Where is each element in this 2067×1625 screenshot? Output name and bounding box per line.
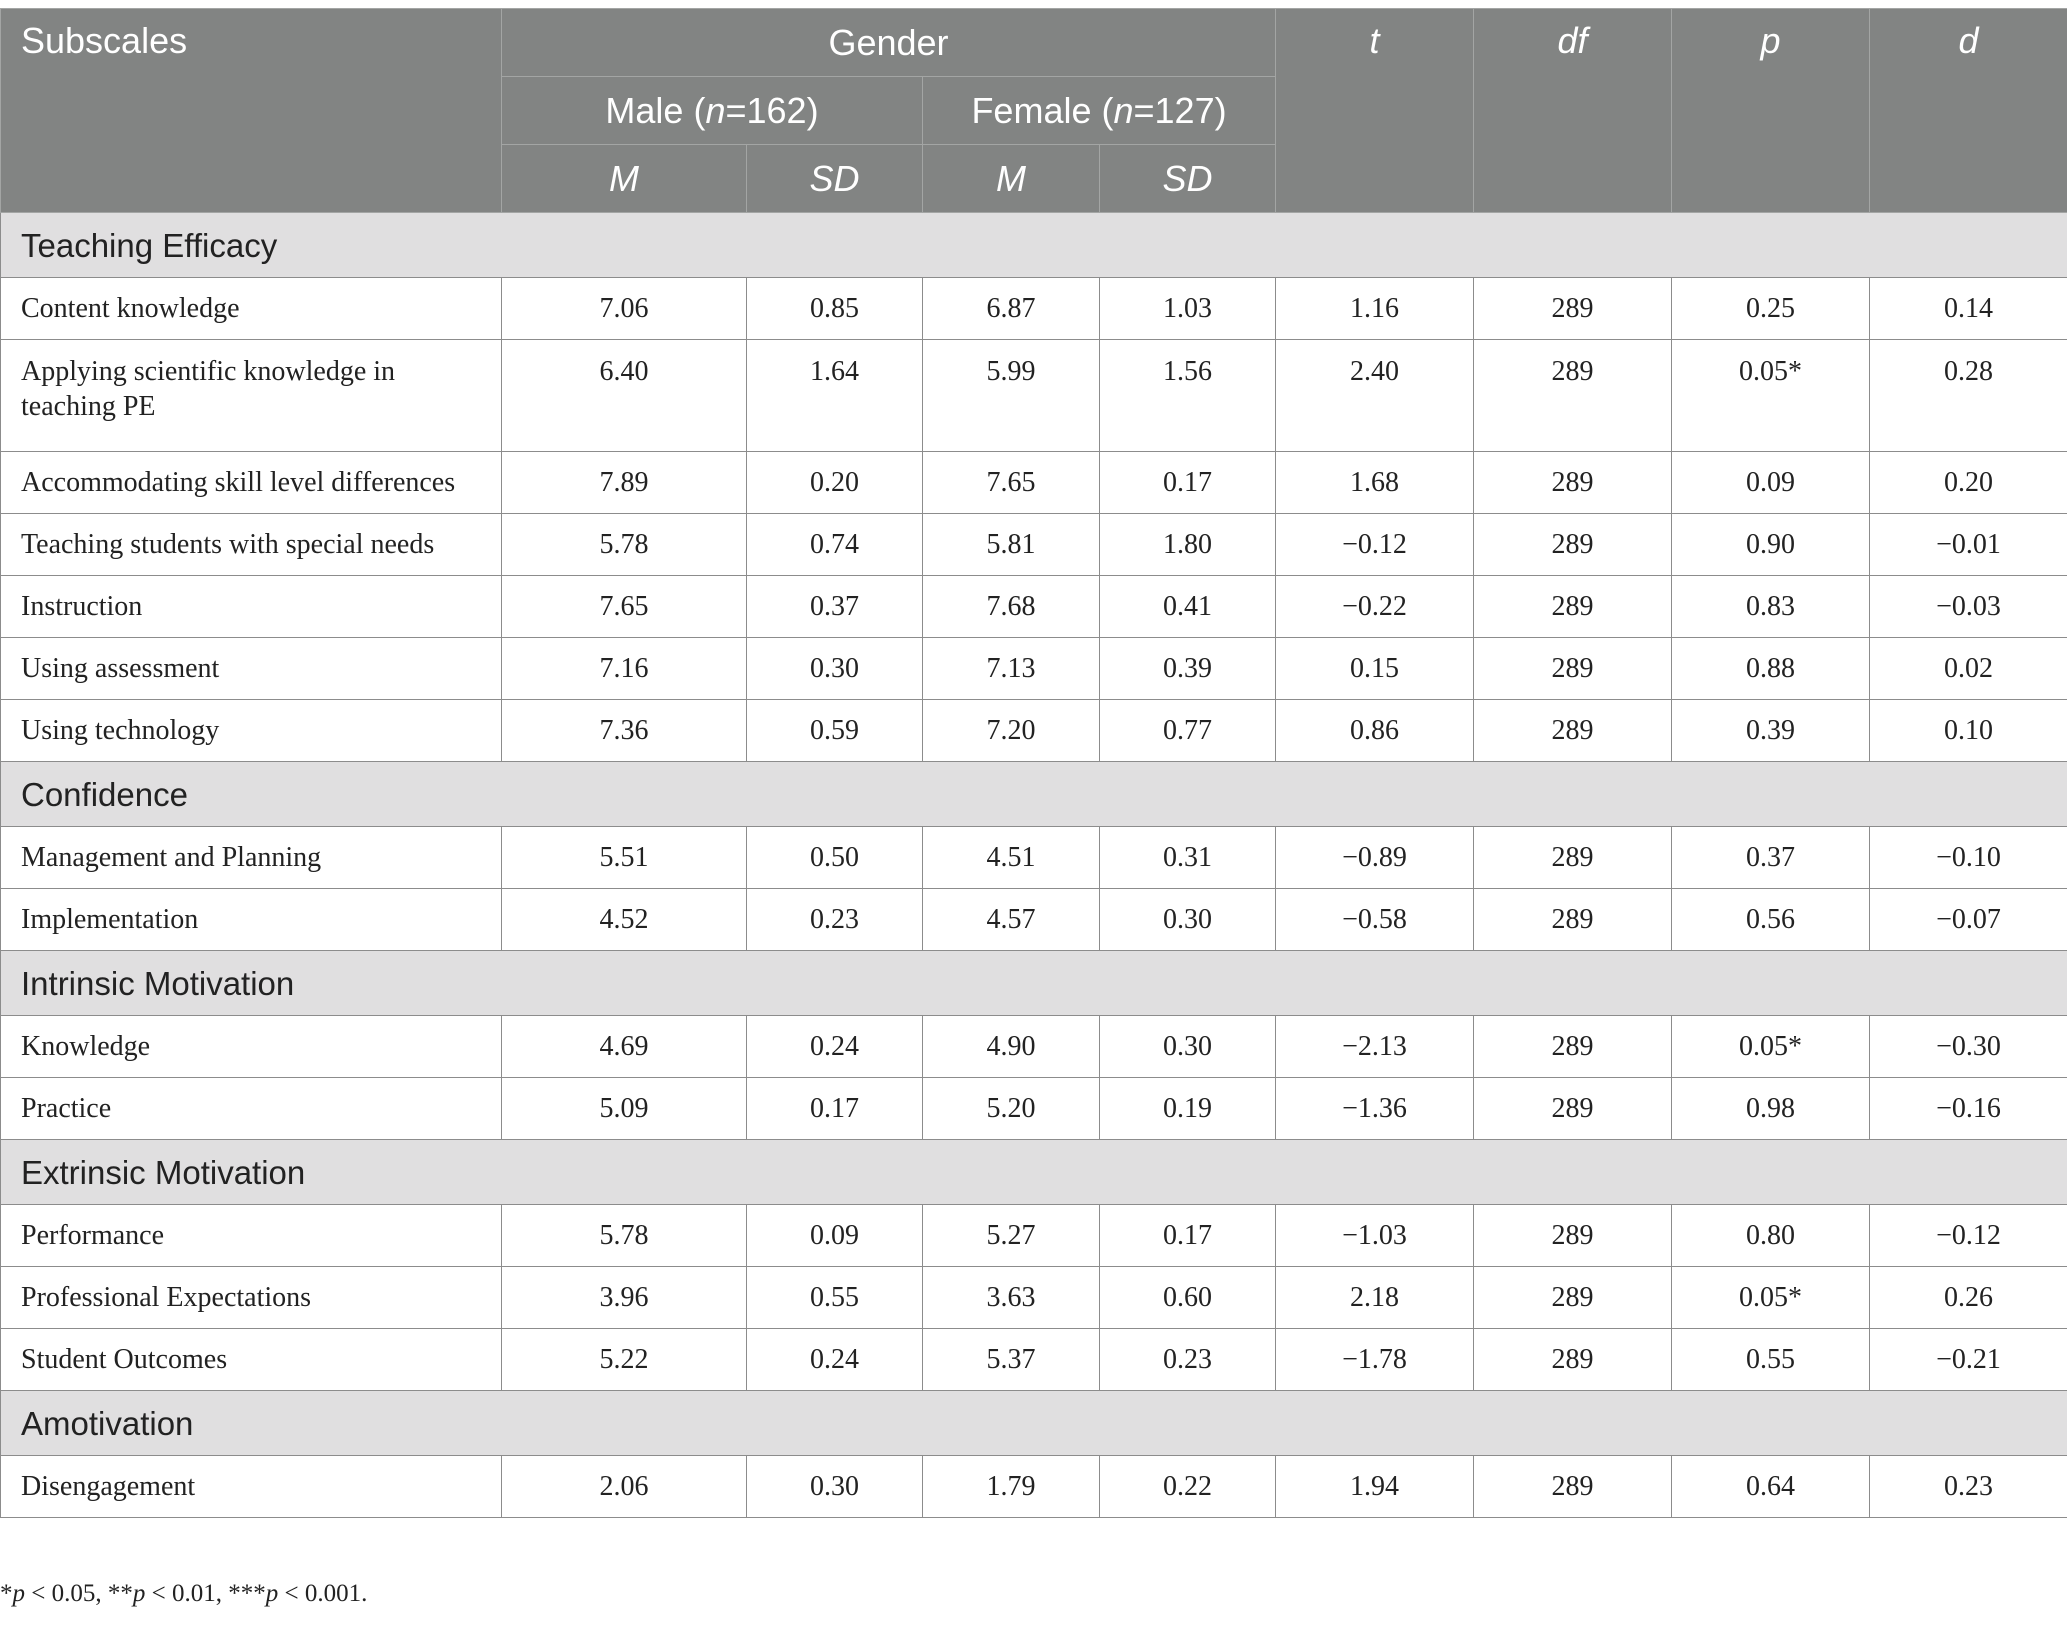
cell-m-male: 7.16 <box>502 638 747 700</box>
cell-p: 0.05* <box>1672 340 1870 452</box>
table-row <box>1 1016 2067 1078</box>
cell-m-male: 5.78 <box>502 1205 747 1267</box>
cell-sd-female: 0.23 <box>1100 1329 1276 1391</box>
cell-sd-female: 0.60 <box>1100 1267 1276 1329</box>
cell-t: 1.16 <box>1276 278 1474 340</box>
cell-p: 0.05* <box>1672 1016 1870 1078</box>
cell-sd-female: 0.22 <box>1100 1456 1276 1518</box>
cell-t: 1.94 <box>1276 1456 1474 1518</box>
header-d-label: d <box>1958 20 1979 61</box>
cell-d: 0.23 <box>1870 1456 2067 1518</box>
cell-m-female: 4.51 <box>923 827 1100 889</box>
cell-sd-female: 1.56 <box>1100 340 1276 452</box>
row-label: Content knowledge <box>1 278 502 340</box>
cell-sd-male: 0.24 <box>747 1016 923 1078</box>
row-label: Using assessment <box>1 638 502 700</box>
header-female <box>923 77 1276 145</box>
footnote-text1: < 0.05, ** <box>25 1580 133 1607</box>
cell-sd-male: 0.20 <box>747 452 923 514</box>
row-label: Implementation <box>1 889 502 951</box>
cell-d: −0.03 <box>1870 576 2067 638</box>
cell-sd-female: 0.17 <box>1100 452 1276 514</box>
cell-m-male: 7.89 <box>502 452 747 514</box>
cell-p: 0.98 <box>1672 1078 1870 1140</box>
cell-m-female: 3.63 <box>923 1267 1100 1329</box>
cell-m-male: 7.06 <box>502 278 747 340</box>
header-male-sd-label: SD <box>809 157 860 199</box>
cell-sd-male: 0.85 <box>747 278 923 340</box>
cell-p: 0.05* <box>1672 1267 1870 1329</box>
cell-d: −0.30 <box>1870 1016 2067 1078</box>
header-t <box>1276 9 1474 213</box>
cell-sd-female: 0.39 <box>1100 638 1276 700</box>
cell-d: −0.16 <box>1870 1078 2067 1140</box>
header-male-count: =162) <box>725 89 819 131</box>
row-label: Disengagement <box>1 1456 502 1518</box>
cell-sd-male: 0.23 <box>747 889 923 951</box>
footnote-p2: p <box>132 1580 146 1607</box>
cell-p: 0.37 <box>1672 827 1870 889</box>
cell-sd-female: 0.30 <box>1100 889 1276 951</box>
cell-sd-male: 0.55 <box>747 1267 923 1329</box>
cell-t: −1.03 <box>1276 1205 1474 1267</box>
cell-d: −0.21 <box>1870 1329 2067 1391</box>
header-d <box>1870 9 2067 213</box>
cell-m-female: 4.90 <box>923 1016 1100 1078</box>
cell-t: −0.12 <box>1276 514 1474 576</box>
cell-d: −0.12 <box>1870 1205 2067 1267</box>
cell-t: 0.86 <box>1276 700 1474 762</box>
header-subscales: Subscales <box>1 9 502 213</box>
results-table <box>0 8 2067 1518</box>
group-row <box>1 762 2067 827</box>
cell-t: 0.15 <box>1276 638 1474 700</box>
cell-df: 289 <box>1474 1016 1672 1078</box>
cell-t: −1.36 <box>1276 1078 1474 1140</box>
table-row <box>1 638 2067 700</box>
header-female-count: =127) <box>1133 89 1227 131</box>
cell-d: 0.28 <box>1870 340 2067 452</box>
cell-m-female: 7.65 <box>923 452 1100 514</box>
header-df-label: df <box>1557 20 1588 61</box>
cell-d: 0.10 <box>1870 700 2067 762</box>
table-row <box>1 889 2067 951</box>
group-row <box>1 213 2067 278</box>
header-male-m-label: M <box>609 157 639 199</box>
group-row <box>1 951 2067 1016</box>
table-row <box>1 340 2067 452</box>
footnote-p1: p <box>12 1580 25 1607</box>
cell-df: 289 <box>1474 1329 1672 1391</box>
cell-df: 289 <box>1474 278 1672 340</box>
cell-sd-female: 1.80 <box>1100 514 1276 576</box>
group-title: Intrinsic Motivation <box>1 951 2067 1016</box>
cell-df: 289 <box>1474 1078 1672 1140</box>
table-row <box>1 700 2067 762</box>
cell-sd-male: 0.30 <box>747 638 923 700</box>
cell-sd-male: 0.74 <box>747 514 923 576</box>
cell-sd-male: 0.59 <box>747 700 923 762</box>
cell-sd-male: 0.50 <box>747 827 923 889</box>
cell-df: 289 <box>1474 1205 1672 1267</box>
cell-m-male: 5.09 <box>502 1078 747 1140</box>
footnote-p3: p <box>265 1580 279 1607</box>
row-label: Student Outcomes <box>1 1329 502 1391</box>
cell-p: 0.80 <box>1672 1205 1870 1267</box>
header-gender: Gender <box>502 9 1276 77</box>
header-male-sd <box>747 145 923 213</box>
cell-sd-female: 0.77 <box>1100 700 1276 762</box>
cell-m-female: 7.68 <box>923 576 1100 638</box>
header-female-sd <box>1100 145 1276 213</box>
cell-df: 289 <box>1474 700 1672 762</box>
cell-d: 0.20 <box>1870 452 2067 514</box>
header-df <box>1474 9 1672 213</box>
footnote-text2: < 0.01, *** <box>145 1580 266 1607</box>
cell-m-male: 3.96 <box>502 1267 747 1329</box>
cell-d: −0.01 <box>1870 514 2067 576</box>
cell-sd-male: 1.64 <box>747 340 923 452</box>
cell-m-female: 4.57 <box>923 889 1100 951</box>
table-header <box>1 9 2067 213</box>
row-label: Performance <box>1 1205 502 1267</box>
cell-t: 2.18 <box>1276 1267 1474 1329</box>
table-footnote <box>0 1580 367 1608</box>
cell-m-female: 5.81 <box>923 514 1100 576</box>
header-female-m-label: M <box>996 157 1026 199</box>
table-row <box>1 278 2067 340</box>
cell-sd-female: 1.03 <box>1100 278 1276 340</box>
cell-m-female: 5.20 <box>923 1078 1100 1140</box>
cell-df: 289 <box>1474 514 1672 576</box>
cell-p: 0.90 <box>1672 514 1870 576</box>
row-label: Instruction <box>1 576 502 638</box>
cell-p: 0.39 <box>1672 700 1870 762</box>
cell-m-female: 6.87 <box>923 278 1100 340</box>
cell-sd-female: 0.19 <box>1100 1078 1276 1140</box>
cell-p: 0.56 <box>1672 889 1870 951</box>
header-female-label: Female ( <box>971 89 1114 131</box>
cell-df: 289 <box>1474 638 1672 700</box>
cell-m-female: 5.99 <box>923 340 1100 452</box>
cell-sd-male: 0.37 <box>747 576 923 638</box>
cell-df: 289 <box>1474 1267 1672 1329</box>
cell-m-female: 7.13 <box>923 638 1100 700</box>
cell-p: 0.64 <box>1672 1456 1870 1518</box>
cell-t: −1.78 <box>1276 1329 1474 1391</box>
cell-m-male: 5.22 <box>502 1329 747 1391</box>
table-row <box>1 452 2067 514</box>
group-row <box>1 1140 2067 1205</box>
cell-m-female: 5.37 <box>923 1329 1100 1391</box>
row-label: Applying scientific knowledge in teaching PE <box>1 340 502 452</box>
cell-m-male: 5.78 <box>502 514 747 576</box>
group-title: Extrinsic Motivation <box>1 1140 2067 1205</box>
table-row <box>1 1267 2067 1329</box>
cell-sd-male: 0.24 <box>747 1329 923 1391</box>
cell-p: 0.25 <box>1672 278 1870 340</box>
group-title: Teaching Efficacy <box>1 213 2067 278</box>
cell-sd-female: 0.31 <box>1100 827 1276 889</box>
cell-p: 0.83 <box>1672 576 1870 638</box>
cell-m-male: 2.06 <box>502 1456 747 1518</box>
cell-sd-female: 0.41 <box>1100 576 1276 638</box>
header-male-n: n <box>705 89 726 131</box>
cell-m-male: 7.36 <box>502 700 747 762</box>
cell-m-female: 5.27 <box>923 1205 1100 1267</box>
footnote-star: * <box>0 1580 13 1607</box>
table-row <box>1 514 2067 576</box>
cell-p: 0.09 <box>1672 452 1870 514</box>
cell-m-female: 7.20 <box>923 700 1100 762</box>
header-female-m <box>923 145 1100 213</box>
cell-d: 0.14 <box>1870 278 2067 340</box>
row-label: Knowledge <box>1 1016 502 1078</box>
header-p <box>1672 9 1870 213</box>
table-row <box>1 576 2067 638</box>
cell-d: −0.10 <box>1870 827 2067 889</box>
row-label: Teaching students with special needs <box>1 514 502 576</box>
cell-t: −0.58 <box>1276 889 1474 951</box>
row-label: Practice <box>1 1078 502 1140</box>
cell-sd-male: 0.09 <box>747 1205 923 1267</box>
row-label: Accommodating skill level differences <box>1 452 502 514</box>
cell-t: −0.89 <box>1276 827 1474 889</box>
row-label: Management and Planning <box>1 827 502 889</box>
cell-d: 0.26 <box>1870 1267 2067 1329</box>
cell-d: −0.07 <box>1870 889 2067 951</box>
header-female-n: n <box>1113 89 1134 131</box>
header-female-sd-label: SD <box>1162 157 1213 199</box>
cell-t: 2.40 <box>1276 340 1474 452</box>
header-p-label: p <box>1760 20 1781 61</box>
cell-m-male: 4.69 <box>502 1016 747 1078</box>
cell-df: 289 <box>1474 340 1672 452</box>
cell-sd-female: 0.30 <box>1100 1016 1276 1078</box>
cell-m-male: 7.65 <box>502 576 747 638</box>
cell-t: 1.68 <box>1276 452 1474 514</box>
group-row <box>1 1391 2067 1456</box>
header-male <box>502 77 923 145</box>
header-male-m <box>502 145 747 213</box>
header-male-label: Male ( <box>605 89 706 131</box>
table-row <box>1 1205 2067 1267</box>
cell-d: 0.02 <box>1870 638 2067 700</box>
cell-sd-male: 0.30 <box>747 1456 923 1518</box>
table-row <box>1 1456 2067 1518</box>
row-label: Professional Expectations <box>1 1267 502 1329</box>
cell-m-male: 6.40 <box>502 340 747 452</box>
row-label: Using technology <box>1 700 502 762</box>
cell-p: 0.55 <box>1672 1329 1870 1391</box>
cell-sd-female: 0.17 <box>1100 1205 1276 1267</box>
cell-m-male: 5.51 <box>502 827 747 889</box>
cell-p: 0.88 <box>1672 638 1870 700</box>
cell-sd-male: 0.17 <box>747 1078 923 1140</box>
cell-m-male: 4.52 <box>502 889 747 951</box>
table-row <box>1 1329 2067 1391</box>
table-body <box>1 213 2067 1518</box>
footnote-text3: < 0.001. <box>278 1580 368 1607</box>
table-row <box>1 827 2067 889</box>
cell-m-female: 1.79 <box>923 1456 1100 1518</box>
table-container <box>0 8 2067 1518</box>
cell-t: −2.13 <box>1276 1016 1474 1078</box>
header-t-label: t <box>1369 20 1380 61</box>
cell-df: 289 <box>1474 452 1672 514</box>
cell-df: 289 <box>1474 827 1672 889</box>
cell-df: 289 <box>1474 1456 1672 1518</box>
group-title: Amotivation <box>1 1391 2067 1456</box>
cell-t: −0.22 <box>1276 576 1474 638</box>
group-title: Confidence <box>1 762 2067 827</box>
cell-df: 289 <box>1474 576 1672 638</box>
table-row <box>1 1078 2067 1140</box>
cell-df: 289 <box>1474 889 1672 951</box>
